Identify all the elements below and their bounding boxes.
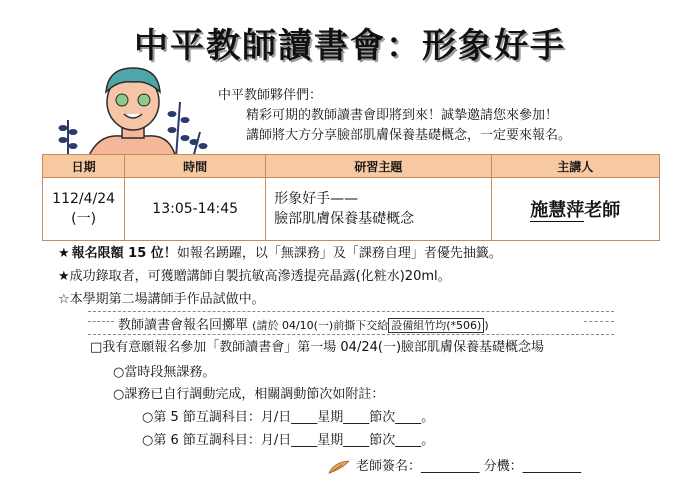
topic-line-2: 臉部肌膚保養基礎概念 <box>274 211 415 227</box>
header-topic: 研習主題 <box>266 155 492 178</box>
table-row <box>43 178 660 241</box>
quota-text: 報名限額 15 位！ <box>71 246 177 261</box>
cell-topic <box>266 178 492 241</box>
face-mask-illustration <box>58 62 208 160</box>
weekday-value: (一) <box>71 211 97 227</box>
signature-fields[interactable]: 老師簽名：_________ 分機：_________ <box>356 459 582 474</box>
note-upcoming: ☆本學期第二場講師手作品試做中。 <box>58 292 265 307</box>
speaker-title: 老師 <box>584 200 621 221</box>
cell-date <box>43 178 125 241</box>
signature-line <box>328 455 581 474</box>
star-icon: ★ <box>58 246 70 261</box>
header-time: 時間 <box>125 155 266 178</box>
option-period-6[interactable]: ○第 6 節互調科目：月/日____星期____節次____。 <box>142 433 435 448</box>
reply-instruction: (請於 04/10(一)前撕下交給 <box>252 319 389 332</box>
cell-speaker <box>491 178 659 241</box>
cell-time: 13:05-14:45 <box>125 178 266 241</box>
option-no-class[interactable]: ○當時段無課務。 <box>113 365 216 380</box>
quill-icon <box>328 460 350 474</box>
greeting-line-1: 中平教師夥伴們： <box>218 88 323 103</box>
signup-checkbox-line[interactable]: □我有意願報名參加「教師讀書會」第一場 04/24(一)臉部肌膚保養基礎概念場 <box>90 340 545 355</box>
reply-recipient: 設備組竹均(*506) <box>388 318 484 333</box>
option-class-swapped[interactable]: ○課務已自行調動完成，相關調動節次如附註： <box>113 387 385 402</box>
greeting-block <box>218 86 571 146</box>
reply-slip-header <box>88 311 614 335</box>
speaker-name <box>530 200 620 222</box>
schedule-table <box>42 154 660 241</box>
reply-close-paren: ) <box>484 319 489 332</box>
divider <box>584 321 614 322</box>
header-date: 日期 <box>43 155 125 178</box>
note-quota <box>58 242 502 261</box>
option-period-5[interactable]: ○第 5 節互調科目：月/日____星期____節次____。 <box>142 410 435 425</box>
speaker-name-text: 施慧萍 <box>530 200 585 221</box>
greeting-line-2: 精彩可期的教師讀書會即將到來！誠摯邀請您來參加！ <box>246 108 559 123</box>
note-gift: ★成功錄取者，可獲贈講師自製抗敏高滲透提亮晶露(化粧水)20ml。 <box>58 269 451 284</box>
date-value: 112/4/24 <box>52 191 116 207</box>
page-title: 中平教師讀書會：形象好手 <box>134 26 566 66</box>
topic-line-1: 形象好手—— <box>274 191 359 207</box>
divider <box>88 321 114 322</box>
greeting-line-3: 講師將大方分享臉部肌膚保養基礎概念，一定要來報名。 <box>246 128 572 143</box>
header-speaker: 主講人 <box>491 155 659 178</box>
reply-title: 教師讀書會報名回擲單 <box>118 318 249 333</box>
schedule-header-row <box>43 155 660 178</box>
quota-rest: 如報名踴躍，以「無課務」及「課務自理」者優先抽籤。 <box>176 246 502 261</box>
